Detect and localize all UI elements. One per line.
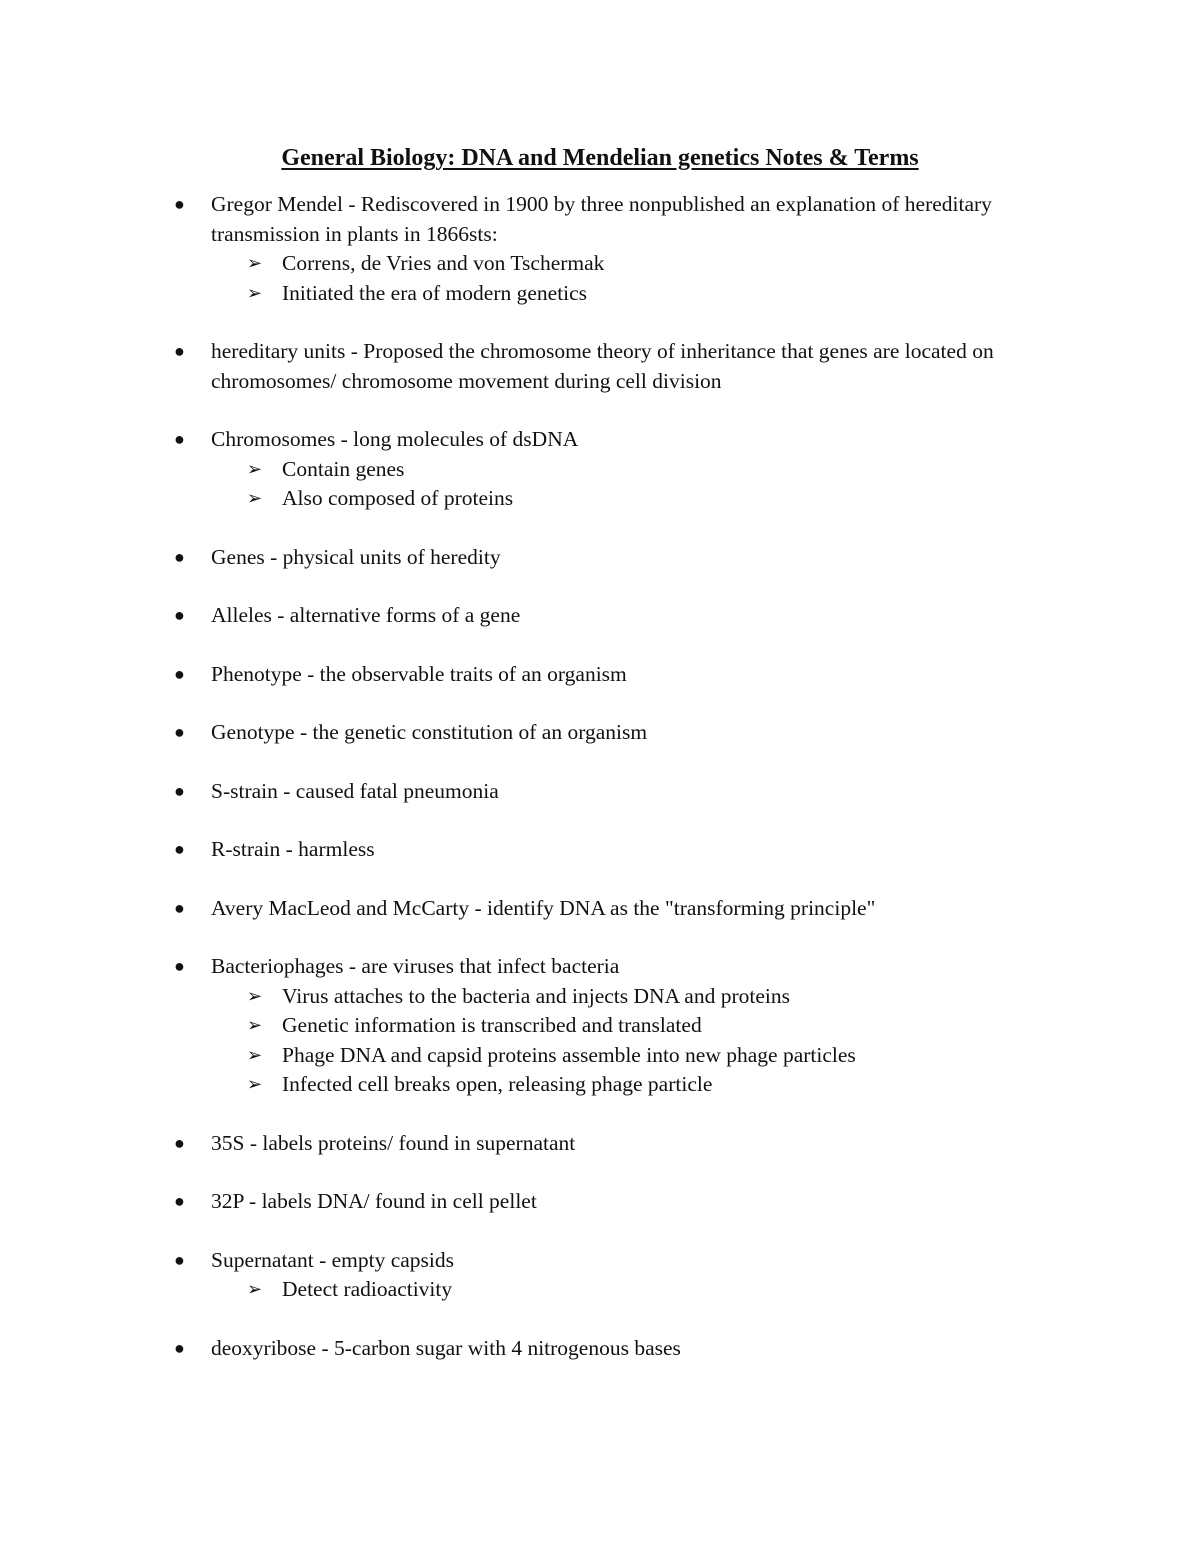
term-item [0,337,1200,396]
sub-item-text: Infected cell breaks open, releasing phage particle [282,1072,713,1096]
bullet-icon: ● [174,897,185,918]
sub-item [211,455,1050,485]
sub-item-text: Virus attaches to the bacteria and injects DNA and proteins [282,983,790,1008]
arrow-bullet-icon: ➢ [247,1015,263,1035]
sub-item-text: Genetic information is transcribed and translated [282,1013,702,1037]
term-item [0,1129,1200,1159]
term-item [0,718,1200,748]
sub-item-text: Initiated the era of modern genetics [282,280,588,305]
arrow-bullet-icon: ➢ [247,1044,263,1065]
term-text: Alleles - alternative forms of a gene [211,603,521,627]
sub-list [211,982,1050,1100]
bullet-icon: ● [174,1132,185,1153]
term-item [0,777,1200,807]
bullet-icon: ● [174,429,185,449]
term-text: hereditary units - Proposed the chromosome theory of inheritance that genes are located on chromosomes/ chromosome movement during cell division [211,339,994,393]
sub-item [211,1041,1050,1071]
sub-item [211,279,1050,309]
term-text: Avery MacLeod and McCarty - identify DNA as the "transforming principle" [211,895,876,920]
bullet-icon: ● [174,663,185,684]
sub-item-text: Correns, de Vries and von Tschermak [282,251,605,275]
term-text: Gregor Mendel - Rediscovered in 1900 by three nonpublished an explanation of hereditary transmission in plants in 1866sts: [211,192,992,246]
term-item [0,543,1200,573]
arrow-bullet-icon: ➢ [247,985,263,1006]
arrow-bullet-icon: ➢ [247,458,263,479]
bullet-icon: ● [174,1249,185,1270]
arrow-bullet-icon: ➢ [247,282,263,303]
bullet-icon: ● [174,839,185,859]
term-item [0,601,1200,631]
arrow-bullet-icon: ➢ [247,1074,263,1094]
term-text: Supernatant - empty capsids [211,1247,455,1272]
term-text: 35S - labels proteins/ found in supernatant [211,1130,576,1155]
term-text: Genes - physical units of heredity [211,544,501,569]
term-item [0,1187,1200,1217]
arrow-bullet-icon: ➢ [247,253,263,273]
bullet-icon: ● [174,194,185,214]
sub-item [211,1275,1050,1305]
document-title: General Biology: DNA and Mendelian genetics Notes & Terms [281,145,919,171]
term-item [0,425,1200,514]
term-item [0,660,1200,690]
sub-item-text: Phage DNA and capsid proteins assemble into new phage particles [282,1042,856,1067]
term-item [0,835,1200,865]
term-text: 32P - labels DNA/ found in cell pellet [211,1189,537,1213]
sub-list [211,455,1050,514]
sub-item-text: Also composed of proteins [282,486,514,510]
sub-item-text: Contain genes [282,456,405,481]
sub-list [211,1275,1050,1305]
sub-item [211,1070,1050,1100]
bullet-icon: ● [174,956,185,976]
sub-item-text: Detect radioactivity [282,1277,453,1301]
arrow-bullet-icon: ➢ [247,1279,263,1299]
bullet-icon: ● [174,341,185,361]
term-item [0,1334,1200,1364]
term-list [0,190,1200,1392]
term-text: deoxyribose - 5-carbon sugar with 4 nitrogenous bases [211,1335,681,1360]
term-text: Chromosomes - long molecules of dsDNA [211,427,579,451]
term-text: Genotype - the genetic constitution of an organism [211,720,648,744]
bullet-icon: ● [174,780,185,801]
sub-item [211,249,1050,279]
term-item [0,190,1200,308]
sub-item [211,484,1050,514]
term-text: S-strain - caused fatal pneumonia [211,778,499,803]
arrow-bullet-icon: ➢ [247,488,263,508]
term-item [0,952,1200,1100]
term-item [0,1246,1200,1305]
bullet-icon: ● [174,722,185,742]
term-text: R-strain - harmless [211,837,375,861]
term-text: Phenotype - the observable traits of an organism [211,661,627,686]
sub-list [211,249,1050,308]
bullet-icon: ● [174,605,185,625]
term-item [0,894,1200,924]
sub-item [211,1011,1050,1041]
bullet-icon: ● [174,1337,185,1358]
bullet-icon: ● [174,546,185,567]
sub-item [211,982,1050,1012]
bullet-icon: ● [174,1191,185,1211]
term-text: Bacteriophages - are viruses that infect bacteria [211,954,620,978]
